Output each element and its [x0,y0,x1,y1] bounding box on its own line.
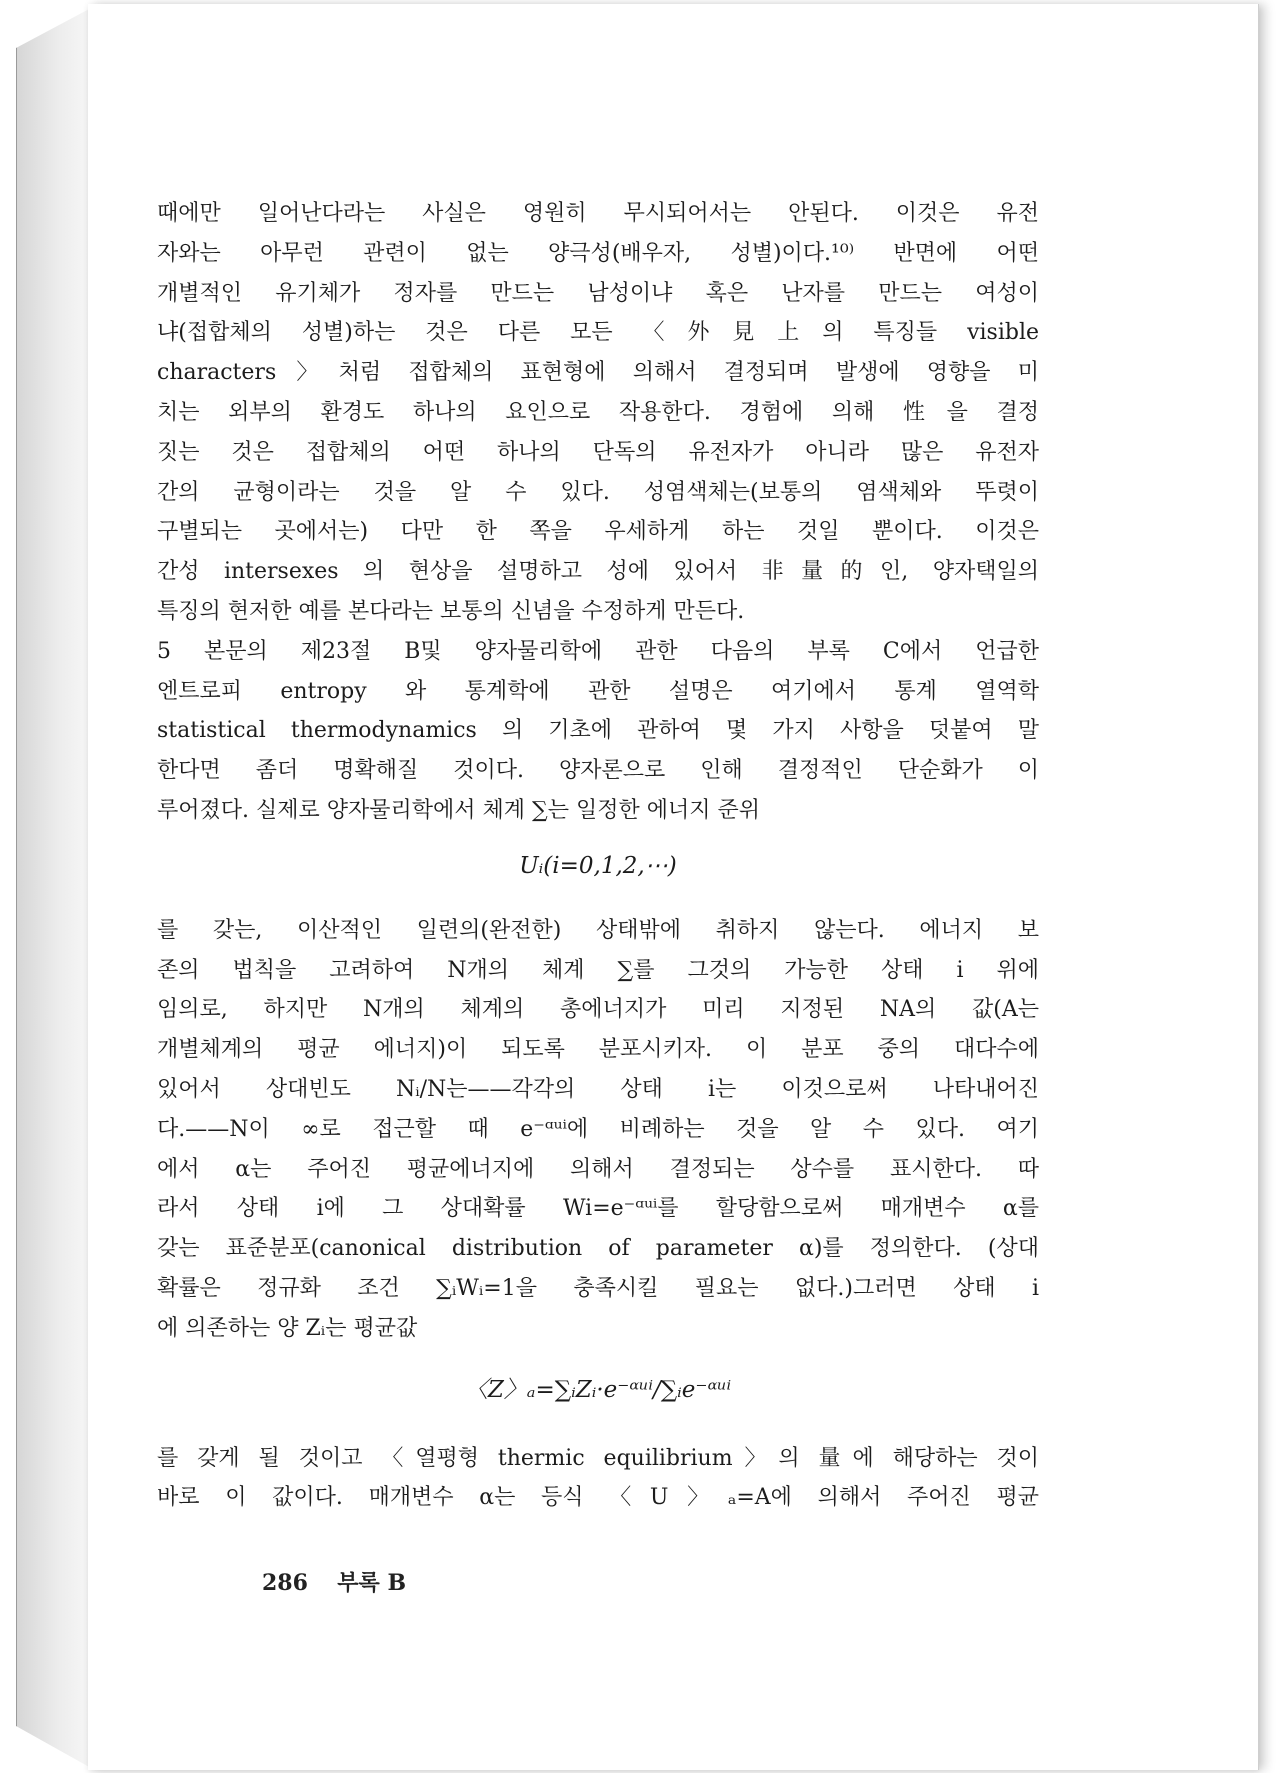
text-line: 엔트로피 entropy 와 통계학에 관한 설명은 여기에서 통계 열역학 [157,678,1039,704]
text-line: 냐(접합체의 성별)하는 것은 다른 모든 〈外見上의 특징들 visible [157,320,1039,346]
text-line: 간의 균형이라는 것을 알 수 있다. 성염색체는(보통의 염색체와 뚜렷이 [157,479,1039,505]
text-line: characters〉처럼 접합체의 표현형에 의해서 결정되며 발생에 영향을 미 [157,360,1039,386]
page-footer [262,1566,406,1597]
equation-mean-value: 〈Z〉ₐ=∑ᵢZᵢ·e⁻ᵅᵘⁱ/∑ᵢe⁻ᵅᵘⁱ [464,1376,732,1403]
paragraph-block-c [157,1439,1039,1519]
book-spine-edge [16,8,91,1768]
text-line: 를 갖는, 이산적인 일련의(완전한) 상태밖에 취하지 않는다. 에너지 보 [157,917,1039,943]
section-label: 부록 B [337,1570,407,1596]
text-line: 치는 외부의 환경도 하나의 요인으로 작용한다. 경험에 의해 性을 결정 [157,399,1039,425]
text-line: 구별되는 곳에서는) 다만 한 쪽을 우세하게 하는 것일 뿐이다. 이것은 [157,519,1039,545]
text-line: 존의 법칙을 고려하여 N개의 체계 ∑를 그것의 가능한 상태 i 위에 [157,957,1039,983]
body-text [157,194,1039,1518]
text-line: 갖는 표준분포(canonical distribution of parameter α)를 정의한다. (상대 [157,1236,1039,1262]
text-line: 에 의존하는 양 Zᵢ는 평균값 [157,1315,418,1341]
text-line: 임의로, 하지만 N개의 체계의 총에너지가 미리 지정된 NA의 값(A는 [157,997,1039,1023]
text-line: 간성 intersexes 의 현상을 설명하고 성에 있어서 非量的인, 양자택일의 [157,559,1039,585]
equation-energy-levels: Uᵢ(i=0,1,2,⋯) [519,852,677,879]
text-line: 루어졌다. 실제로 양자물리학에서 체계 ∑는 일정한 에너지 준위 [157,797,760,823]
text-line: 특징의 현저한 예를 본다라는 보통의 신념을 수정하게 만든다. [157,598,745,624]
text-line: 라서 상태 i에 그 상대확률 Wi=e⁻ᵅᵘⁱ를 할당함으로써 매개변수 α를 [157,1196,1039,1222]
text-line: 있어서 상대빈도 Nᵢ/N는——각각의 상태 i는 이것으로써 나타내어진 [157,1076,1039,1102]
text-line: 개별적인 유기체가 정자를 만드는 남성이냐 혹은 난자를 만드는 여성이 [157,280,1039,306]
text-line: 바로 이 값이다. 매개변수 α는 등식 〈U〉ₐ=A에 의해서 주어진 평균 [157,1485,1039,1511]
text-line: 를 갖게 될 것이고 〈열평형 thermic equilibrium〉의 量에 해당하는 것이 [157,1445,1039,1471]
text-line: 에서 α는 주어진 평균에너지에 의해서 결정되는 상수를 표시한다. 따 [157,1156,1039,1182]
text-line: 확률은 정규화 조건 ∑ᵢWᵢ=1을 충족시킬 필요는 없다.)그러면 상태 i [157,1275,1039,1301]
text-line: 때에만 일어난다라는 사실은 영원히 무시되어서는 안된다. 이것은 유전 [157,201,1039,226]
text-line: 한다면 좀더 명확해질 것이다. 양자론으로 인해 결정적인 단순화가 이 [157,758,1039,784]
text-line: 자와는 아무런 관련이 없는 양극성(배우자, 성별)이다.¹⁰⁾ 반면에 어떤 [157,240,1039,266]
text-line: statistical thermodynamics 의 기초에 관하여 몇 가지 사항을 덧붙여 말 [157,718,1039,744]
text-line: 짓는 것은 접합체의 어떤 하나의 단독의 유전자가 아니라 많은 유전자 [157,439,1039,465]
text-line: 5 본문의 제23절 B및 양자물리학에 관한 다음의 부록 C에서 언급한 [157,638,1039,664]
paragraph-block-b [157,911,1039,1349]
text-line: 개별체계의 평균 에너지)이 되도록 분포시키자. 이 분포 중의 대다수에 [157,1037,1039,1063]
text-line: 다.——N이 ∞로 접근할 때 e⁻ᵅᵘⁱ에 비례하는 것을 알 수 있다. 여기 [157,1116,1039,1142]
page-number: 286 [262,1570,308,1596]
paragraph-block-a [157,194,1039,831]
